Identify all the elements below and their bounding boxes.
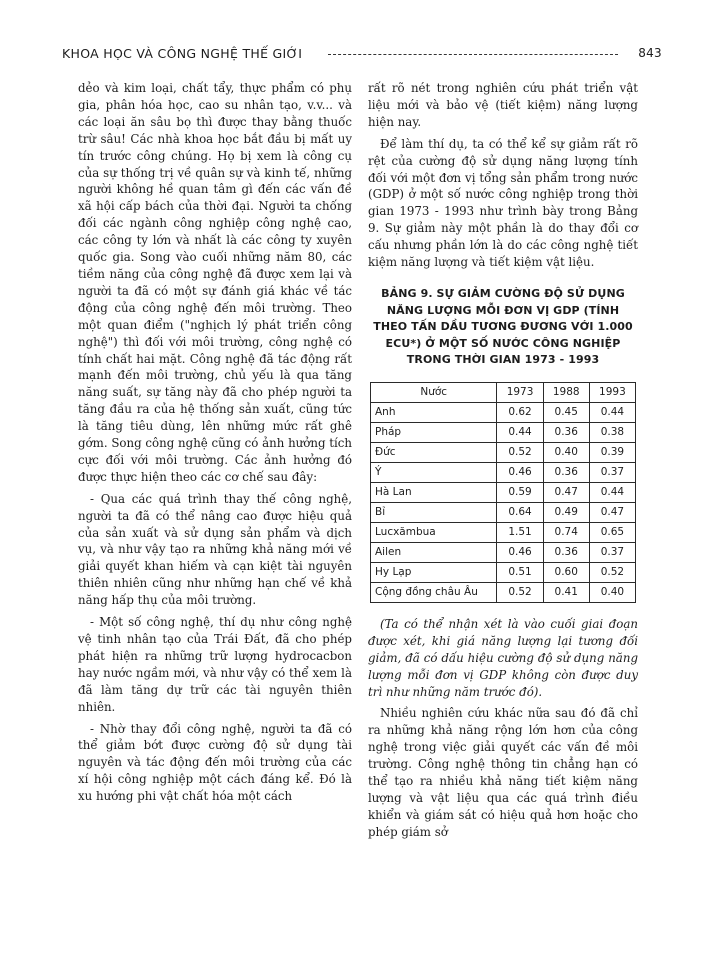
value-cell: 0.52 [497, 582, 543, 602]
country-cell: Pháp [371, 422, 497, 442]
table-row [371, 542, 636, 562]
table-row [371, 522, 636, 542]
country-cell: Lucxămbua [371, 522, 497, 542]
value-cell: 0.60 [543, 562, 589, 582]
running-header [62, 44, 662, 64]
value-cell: 0.44 [589, 482, 635, 502]
value-cell: 0.62 [497, 402, 543, 422]
table-note: (Ta có thể nhận xét là vào cuối giai đoạn được xét, khi giá năng lượng lại tương đối giảm, đã có dấu hiệu cường độ sử dụng năng lượng mỗi đơn vị GDP không còn được duy trì như những năm trước đó). [368, 616, 638, 699]
paragraph: rất rõ nét trong nghiên cứu phát triển vật liệu mới và bảo vệ (tiết kiệm) năng lượng hiện nay. [368, 81, 638, 129]
value-cell: 0.46 [497, 542, 543, 562]
value-cell: 0.36 [543, 542, 589, 562]
value-cell: 0.36 [543, 462, 589, 482]
bullet-paragraph: - Nhờ thay đổi công nghệ, người ta đã có thể giảm bớt được cường độ sử dụng tài nguyên và tác động đến môi trường của các xí hội công nghiệp một cách đáng kể. Đó là xu hướng phi vật chất hóa một cách [78, 721, 352, 804]
value-cell: 0.40 [589, 582, 635, 602]
value-cell: 0.40 [543, 442, 589, 462]
table-row [371, 502, 636, 522]
right-column [368, 80, 638, 846]
value-cell: 0.36 [543, 422, 589, 442]
table-row [371, 422, 636, 442]
table-row [371, 582, 636, 602]
value-cell: 0.64 [497, 502, 543, 522]
value-cell: 0.52 [589, 562, 635, 582]
table-header-row [371, 382, 636, 402]
bullet-paragraph: - Qua các quá trình thay thế công nghệ, người ta đã có thể nâng cao được hiệu quả của sản xuất và sử dụng sản phẩm và dịch vụ, và như vậy tạo ra những khả năng mới về giải quyết khan hiếm và cạn kiệt tài nguyên thiên nhiên cũng như những hạn chế về khả năng hấp thụ của môi trường. [78, 491, 352, 608]
country-cell: Anh [371, 402, 497, 422]
country-cell: Ailen [371, 542, 497, 562]
value-cell: 0.44 [497, 422, 543, 442]
energy-intensity-table [370, 382, 636, 603]
table-caption: BẢNG 9. SỰ GIẢM CƯỜNG ĐỘ SỬ DỤNG NĂNG LƯỢNG MỖI ĐƠN VỊ GDP (TÍNH THEO TẤN DẦU TƯƠNG ĐƯƠNG VỚI 1.000 ECU*) Ở MỘT SỐ NƯỚC CÔNG NGHIỆP TRONG THỜI GIAN 1973 - 1993 [373, 286, 633, 367]
country-cell: Cộng đồng châu Âu [371, 582, 497, 602]
value-cell: 0.39 [589, 442, 635, 462]
value-cell: 0.52 [497, 442, 543, 462]
table-row [371, 562, 636, 582]
journal-title: KHOA HỌC VÀ CÔNG NGHỆ THẾ GIỚI [62, 46, 303, 61]
value-cell: 0.46 [497, 462, 543, 482]
country-cell: Ý [371, 462, 497, 482]
bullet-paragraph: - Một số công nghệ, thí dụ như công nghệ vệ tinh nhân tạo của Trái Đất, đã cho phép phát hiện ra những trữ lượng hydrocacbon hay nước ngầm mới, và như vậy có thể xem là đã làm tăng dự trữ các tài nguyên thiên nhiên. [78, 615, 352, 714]
table-row [371, 442, 636, 462]
value-cell: 0.47 [543, 482, 589, 502]
paragraph: dẻo và kim loại, chất tẩy, thực phẩm có phụ gia, phân hóa học, cao su nhân tạo, v.v... và các loại ăn sâu bọ thì được thay bằng thuốc trừ sâu! Các nhà khoa học bắt đầu bị mất uy tín trước công chúng. Họ bị xem là công cụ của sự thống trị về quân sự và kinh tế, những người không hề quan tâm gì đến các vấn đề xã hội cấp bách của thời đại. Người ta chống đối các ngành công nghiệp công nghệ cao, các công ty lớn và nhất là các công ty xuyên quốc gia. Song vào cuối những năm 80, các tiềm năng của công nghệ đã được xem lại và người ta đã có một sự đánh giá khác về tác động của công nghệ đến môi trường. Theo một quan điểm ("nghịch lý phát triển công nghệ") thì đối với môi trường, công nghệ có tính chất hai mặt. Công nghệ đã tác động rất mạnh đến môi trường, chủ yếu là qua tăng năng suất, sự tăng này đã cho phép người ta tăng đầu ra của hệ thống sản xuất, cũng tức là tăng tiêu dùng, lên những mức rất ghê gớm. Song công nghệ cũng có ảnh hưởng tích cực đối với môi trường. Các ảnh hưởng đó được thực hiện theo các cơ chế sau đây: [78, 81, 352, 484]
value-cell: 0.37 [589, 462, 635, 482]
country-cell: Hy Lạp [371, 562, 497, 582]
page-number: 843 [638, 46, 662, 60]
header-1993: 1993 [589, 382, 635, 402]
value-cell: 0.51 [497, 562, 543, 582]
country-cell: Bỉ [371, 502, 497, 522]
value-cell: 0.74 [543, 522, 589, 542]
table-row [371, 402, 636, 422]
value-cell: 1.51 [497, 522, 543, 542]
value-cell: 0.65 [589, 522, 635, 542]
header-country: Nước [371, 382, 497, 402]
left-column [78, 80, 352, 810]
paragraph: Nhiều nghiên cứu khác nữa sau đó đã chỉ ra những khả năng rộng lớn hơn của công nghệ trong việc giải quyết các vấn đề môi trường. Công nghệ thông tin chẳng hạn có thể tạo ra nhiều khả năng tiết kiệm năng lượng và vật liệu qua các quá trình điều khiển và giám sát có hiệu quả hơn hoặc cho phép giám sở [368, 706, 638, 839]
header-1988: 1988 [543, 382, 589, 402]
value-cell: 0.41 [543, 582, 589, 602]
country-cell: Hà Lan [371, 482, 497, 502]
value-cell: 0.45 [543, 402, 589, 422]
value-cell: 0.49 [543, 502, 589, 522]
table-row [371, 462, 636, 482]
paragraph: Để làm thí dụ, ta có thể kể sự giảm rất rõ rệt của cường độ sử dụng năng lượng tính đối với một đơn vị tổng sản phẩm trong nước (GDP) ở một số nước công nghiệp trong thời gian 1973 - 1993 như trình bày trong Bảng 9. Sự giảm này một phần là do thay đổi cơ cấu nhưng phần lớn là do các công nghệ tiết kiệm năng lượng và tiết kiệm vật liệu. [368, 136, 638, 270]
value-cell: 0.38 [589, 422, 635, 442]
value-cell: 0.37 [589, 542, 635, 562]
value-cell: 0.47 [589, 502, 635, 522]
value-cell: 0.59 [497, 482, 543, 502]
table-row [371, 482, 636, 502]
header-1973: 1973 [497, 382, 543, 402]
country-cell: Đức [371, 442, 497, 462]
header-rule [328, 54, 618, 55]
value-cell: 0.44 [589, 402, 635, 422]
